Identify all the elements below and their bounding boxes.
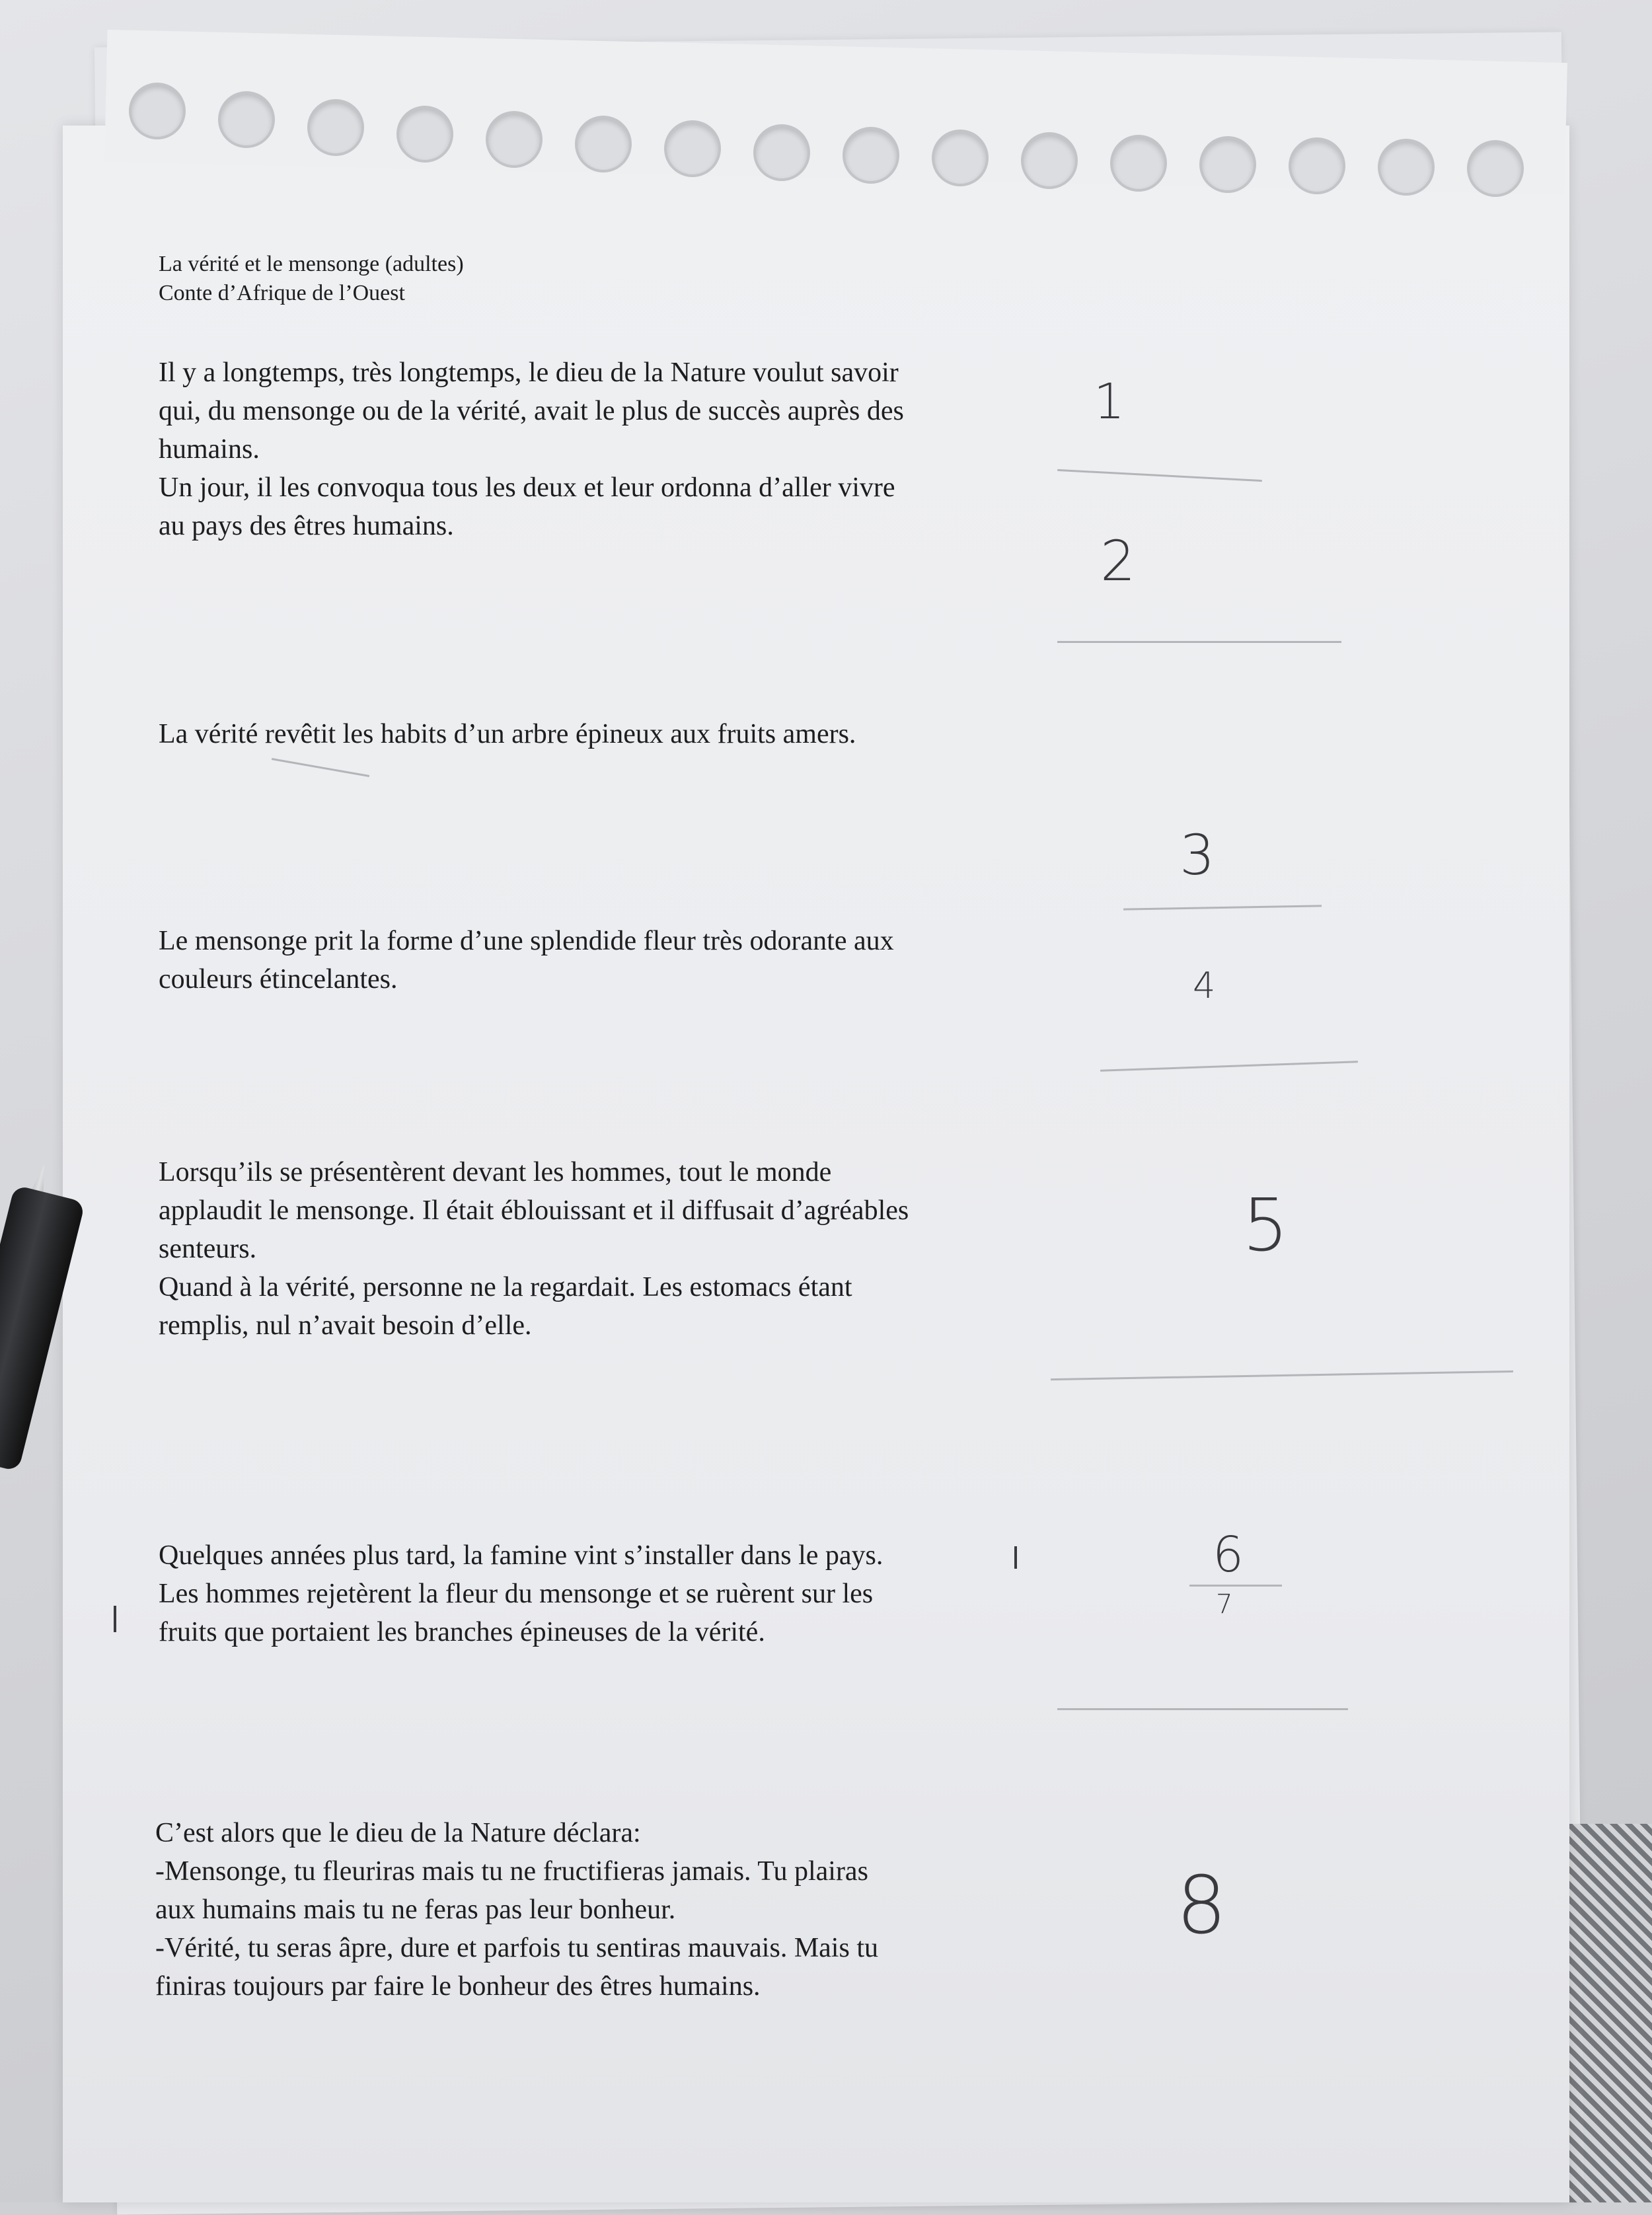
margin-mark (1014, 1546, 1017, 1569)
binding-hole (129, 83, 186, 139)
handwritten-number-8: 8 (1176, 1860, 1227, 1952)
binding-hole (1289, 137, 1345, 194)
paragraph-1 (159, 354, 904, 545)
text-line: senteurs. (159, 1234, 257, 1264)
text-line: remplis, nul n’avait besoin d’elle. (159, 1310, 532, 1341)
text-line: Lorsqu’ils se présentèrent devant les hommes, tout le monde (159, 1157, 832, 1187)
text-line: Un jour, il les convoqua tous les deux et leur ordonna d’aller vivre (159, 472, 895, 503)
text-line: Les hommes rejetèrent la fleur du mensonge et se ruèrent sur les (159, 1579, 874, 1609)
binding-hole (396, 106, 453, 163)
handwritten-number-5: 5 (1242, 1183, 1289, 1267)
paragraph-4 (159, 1153, 909, 1345)
binding-hole (307, 99, 364, 156)
fraction-bar (1189, 1585, 1282, 1587)
story-origin: Conte d’Afrique de l’Ouest (159, 281, 405, 305)
handwritten-number-4: 4 (1193, 965, 1216, 1006)
text-line: qui, du mensonge ou de la vérité, avait le plus de succès auprès des (159, 396, 904, 426)
binding-hole (1378, 139, 1435, 196)
paragraph-5 (159, 1536, 883, 1651)
text-line: humains. (159, 434, 260, 465)
handwritten-number-6: 6 (1213, 1526, 1244, 1583)
text-line: Il y a longtemps, très longtemps, le dieu de la Nature voulut savoir (159, 357, 899, 388)
text-line: applaudit le mensonge. Il était éblouissant et il diffusait d’agréables (159, 1195, 909, 1226)
binding-hole (1467, 140, 1524, 197)
text-line: -Mensonge, tu fleuriras mais tu ne fructifieras jamais. Tu plairas (155, 1856, 868, 1887)
binding-hole (575, 116, 632, 172)
pencil-divider (1057, 641, 1341, 643)
document-header (159, 250, 464, 308)
binding-hole (218, 91, 275, 148)
text-line: aux humains mais tu ne feras pas leur bonheur. (155, 1895, 676, 1925)
text-line: finiras toujours par faire le bonheur des êtres humains. (155, 1971, 761, 2002)
binding-hole (753, 124, 810, 181)
pencil-divider (1057, 1708, 1348, 1710)
text-line: Le mensonge prit la forme d’une splendide fleur très odorante aux (159, 926, 894, 956)
handwritten-number-3: 3 (1180, 823, 1215, 887)
story-title: La vérité et le mensonge (adultes) (159, 252, 464, 276)
paragraph-6 (155, 1814, 878, 2006)
text-line: fruits que portaient les branches épineuses de la vérité. (159, 1617, 765, 1647)
text-line: couleurs étincelantes. (159, 964, 398, 995)
binding-hole (932, 130, 989, 186)
handwritten-number-2: 2 (1100, 529, 1136, 593)
binding-hole (486, 111, 543, 168)
text-line: Quelques années plus tard, la famine vint s’installer dans le pays. (159, 1540, 883, 1571)
binding-hole (1021, 132, 1078, 189)
paragraph-3 (159, 922, 894, 998)
text-line: au pays des êtres humains. (159, 511, 454, 541)
text-line: La vérité revêtit les habits d’un arbre épineux aux fruits amers. (159, 719, 856, 749)
binding-hole (664, 120, 721, 177)
binding-hole (1110, 135, 1167, 192)
text-line: -Vérité, tu seras âpre, dure et parfois tu sentiras mauvais. Mais tu (155, 1933, 878, 1963)
text-line: C’est alors que le dieu de la Nature déclara: (155, 1818, 641, 1848)
handwritten-number-7: 7 (1216, 1589, 1233, 1620)
binding-hole (1199, 136, 1256, 193)
binding-hole (843, 127, 899, 184)
paragraph-2 (159, 715, 856, 753)
handwritten-number-1: 1 (1094, 373, 1125, 430)
text-line: Quand à la vérité, personne ne la regardait. Les estomacs étant (159, 1272, 852, 1302)
margin-mark (114, 1606, 116, 1632)
